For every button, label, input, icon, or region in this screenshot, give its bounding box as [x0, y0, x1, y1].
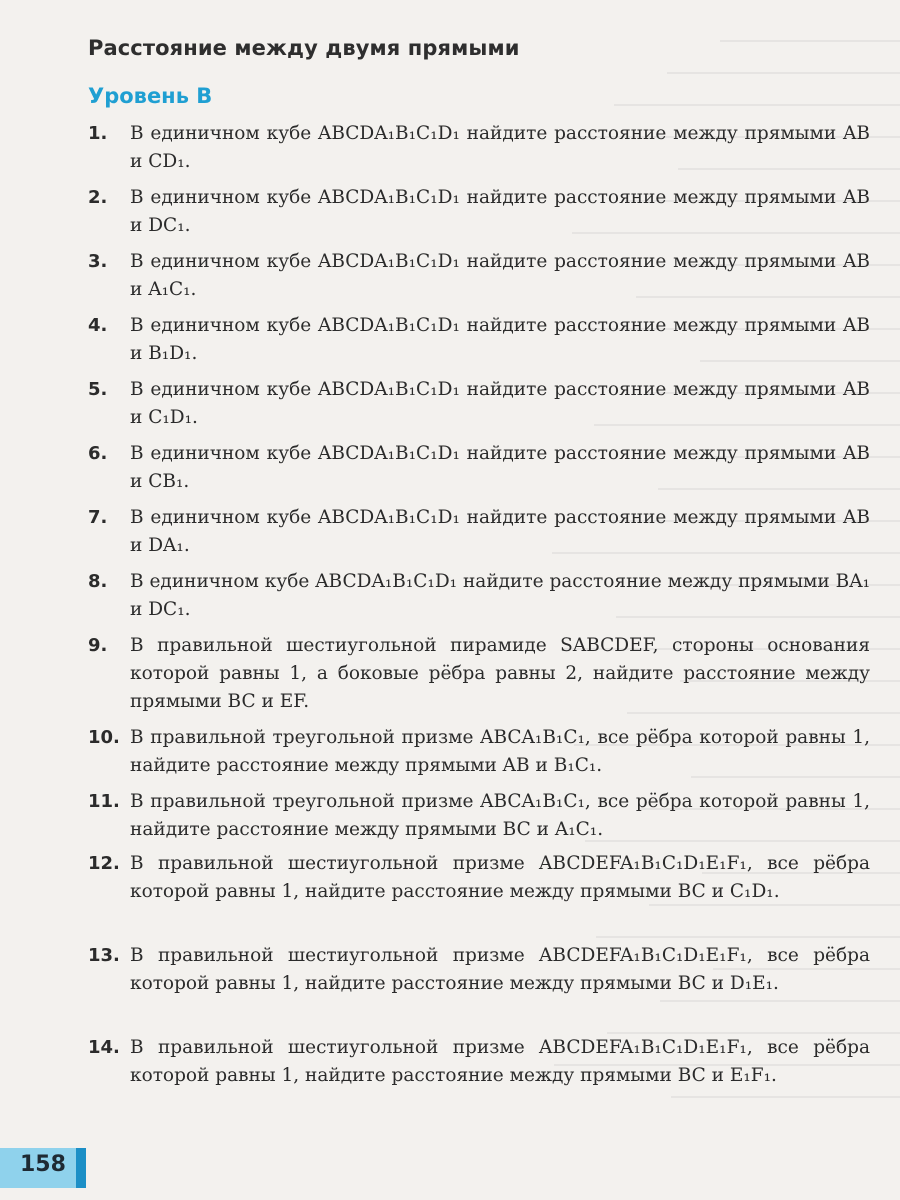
problem-text: В единичном кубе ABCDA₁B₁C₁D₁ найдите расстояние между прямыми AB и CB₁. — [130, 443, 870, 492]
problem-number: 14. — [88, 1037, 120, 1058]
problem-text: В правильной шестиугольной призме ABCDEFA₁B₁C₁D₁E₁F₁, все рёбра которой равны 1, найдите расстояние между прямыми BC и D₁E₁. — [130, 945, 870, 994]
problem-text: В единичном кубе ABCDA₁B₁C₁D₁ найдите расстояние между прямыми AB и C₁D₁. — [130, 379, 870, 428]
problem-text: В единичном кубе ABCDA₁B₁C₁D₁ найдите расстояние между прямыми AB и B₁D₁. — [130, 315, 870, 364]
bleed-line — [667, 72, 900, 74]
problem-number: 4. — [88, 315, 108, 336]
problem-number: 10. — [88, 727, 120, 748]
problem-number: 11. — [88, 791, 120, 812]
problem-item — [88, 440, 870, 496]
problem-number: 3. — [88, 251, 108, 272]
problem-text: В правильной шестиугольной призме ABCDEFA₁B₁C₁D₁E₁F₁, все рёбра которой равны 1, найдите расстояние между прямыми BC и E₁F₁. — [130, 1037, 870, 1086]
page-number-stripe — [76, 1148, 86, 1188]
problem-text: В единичном кубе ABCDA₁B₁C₁D₁ найдите расстояние между прямыми BA₁ и DC₁. — [130, 571, 871, 620]
problem-text: В единичном кубе ABCDA₁B₁C₁D₁ найдите расстояние между прямыми AB и DA₁. — [130, 507, 870, 556]
problem-text: В правильной треугольной призме ABCA₁B₁C₁, все рёбра которой равны 1, найдите расстояние между прямыми AB и B₁C₁. — [130, 727, 870, 776]
problem-item — [88, 376, 870, 432]
bleed-line — [596, 936, 900, 938]
problem-item — [88, 788, 870, 844]
problem-item — [88, 504, 870, 560]
problem-text: В единичном кубе ABCDA₁B₁C₁D₁ найдите расстояние между прямыми AB и DC₁. — [130, 187, 870, 236]
problem-item — [88, 724, 870, 780]
problem-text: В единичном кубе ABCDA₁B₁C₁D₁ найдите расстояние между прямыми AB и CD₁. — [130, 123, 870, 172]
problem-text: В единичном кубе ABCDA₁B₁C₁D₁ найдите расстояние между прямыми AB и A₁C₁. — [130, 251, 870, 300]
problem-number: 5. — [88, 379, 108, 400]
problem-number: 2. — [88, 187, 108, 208]
problem-item — [88, 120, 870, 176]
bleed-line — [671, 1096, 900, 1098]
bleed-line — [720, 40, 900, 42]
problem-item — [88, 248, 870, 304]
problem-number: 8. — [88, 571, 108, 592]
problem-text: В правильной треугольной призме ABCA₁B₁C₁, все рёбра которой равны 1, найдите расстояние между прямыми BC и A₁C₁. — [130, 791, 870, 840]
page-number: 158 — [20, 1152, 66, 1177]
problem-item — [88, 312, 870, 368]
bleed-line — [660, 1000, 900, 1002]
problem-item — [88, 184, 870, 240]
problem-item — [88, 850, 870, 906]
problem-text: В правильной шестиугольной призме ABCDEFA₁B₁C₁D₁E₁F₁, все рёбра которой равны 1, найдите расстояние между прямыми BC и C₁D₁. — [130, 853, 870, 902]
problem-item — [88, 632, 870, 716]
problem-number: 1. — [88, 123, 108, 144]
level-title: Уровень B — [88, 84, 213, 108]
problem-text: В правильной шестиугольной пирамиде SABCDEF, стороны основания которой равны 1, а боковые рёбра равны 2, найдите расстояние между прямыми BC и EF. — [130, 635, 870, 712]
problem-number: 13. — [88, 945, 120, 966]
problem-item — [88, 942, 870, 998]
problem-item — [88, 568, 870, 624]
problem-number: 6. — [88, 443, 108, 464]
bleed-line — [614, 104, 900, 106]
problem-number: 9. — [88, 635, 108, 656]
problem-number: 7. — [88, 507, 108, 528]
problem-number: 12. — [88, 853, 120, 874]
section-title: Расстояние между двумя прямыми — [88, 36, 520, 60]
problem-item — [88, 1034, 870, 1090]
